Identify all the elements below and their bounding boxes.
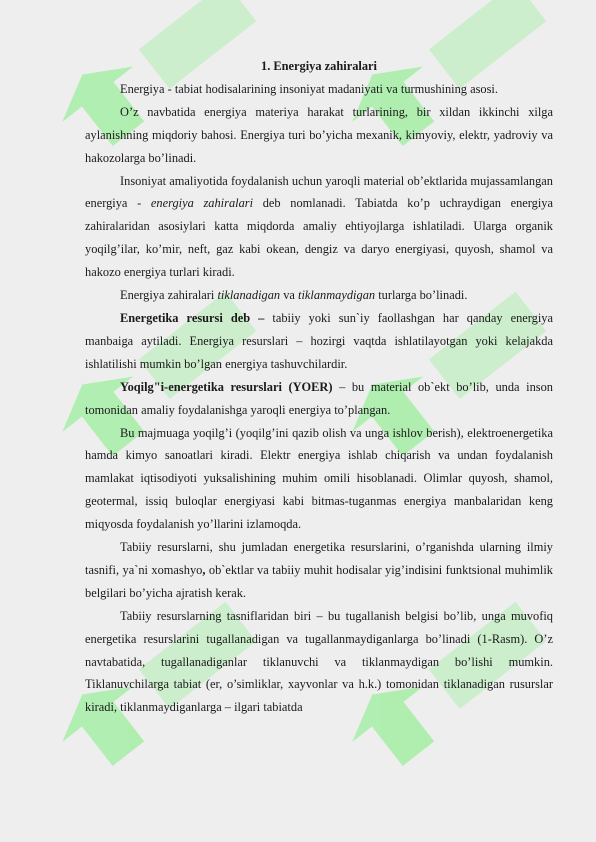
paragraph-4-run: Energiya zahiralari (120, 288, 218, 303)
paragraph-4-run: tiklanadigan (217, 288, 281, 303)
paragraph-8 (85, 536, 553, 605)
paragraph-7-run: Bu majmuaga yoqilg’i (yoqilg’ini qazib olish va unga ishlov berish), elektroenergetika hamda kimyo sanoatlari kiradi. Elektr energiya ishlab chiqarish va undan foydalanish mamlakat iqtisodiyoti yuksalishining muhim omili hisoblanadi. Olimlar quyosh, shamol, geotermal, issiq buloqlar energiyasi kabi bitmas-tuganmas energiya manbalaridan keng miqyosda foydalanish yo’llarini izlamoqda. (85, 425, 553, 532)
paragraph-7 (85, 422, 553, 537)
paragraph-8-run: , (202, 562, 206, 577)
paragraph-4-run: tiklanmaydigan (298, 288, 376, 303)
paragraph-2-run: O’z navbatida energiya materiya harakat turlarining, bir xildan ikkinchi xilga aylanishning miqdoriy bahosi. Energiya turi bo’yicha mexanik, kimyoviy, elektr, yadroviy va hakozolarga bo’linadi. (85, 104, 553, 165)
paragraph-4-run: va (280, 288, 298, 303)
paragraph-3-run: energiya zahiralari (150, 196, 254, 211)
paragraph-8-run: ob`ektlar va tabiiy muhit hodisalar yig’indisini funktsional muhimlik belgilari bo’yicha ajratish kerak. (85, 562, 553, 600)
paragraph-3-run: Insoniyat amaliyotida foydalanish uchun yaroqli material ob’ektlarida mujassamlangan energiya - (85, 173, 553, 211)
paragraph-4-run: turlarga bo’linadi. (375, 288, 468, 303)
document-page (85, 55, 553, 719)
paragraph-6-run: Yoqilg"i-energetika resurslari (YOER) (120, 379, 333, 394)
paragraph-8-run: Tabiiy resurslarni, shu jumladan energetika resurslarini, o’rganishda ularning ilmiy tasnifi, ya`ni xomashyo (85, 540, 553, 577)
page-title: 1. Energiya zahiralari (261, 59, 377, 73)
paragraph-1 (85, 78, 553, 101)
paragraph-4 (85, 284, 553, 307)
paragraph-5 (85, 307, 553, 376)
paragraph-6 (85, 376, 553, 422)
paragraph-2 (85, 101, 553, 170)
paragraph-5-run: Energetika resursi deb – (120, 310, 265, 325)
paragraph-3-run: deb nomlanadi. Tabiatda ko’p uchraydigan energiya zahiralaridan asosiylari katta miqdorda amaliy ehtiyojlarga ishlatiladi. Ularga organik yoqilg’ilar, ko’mir, neft, gaz kabi okean, dengiz va daryo energiyasi, quyosh, shamol va hakozo energiya turlari kiradi. (85, 196, 553, 280)
paragraph-1-run: Energiya - tabiat hodisalarining insoniyat madaniyati va turmushining asosi. (120, 81, 498, 96)
paragraph-9-run: Tabiiy resurslarning tasniflaridan biri – bu tugallanish belgisi bo’lib, unga muvofiq energetika resurslarini tugallanadigan va tugallanmaydiganlarga bo’linadi (1-Rasm). O’z navtabatida, tugallanadiganlar tiklanuvchi va tiklanmaydigan bo’lishi mumkin. Tiklanuvchilarga tabiat (er, o’simliklar, xayvonlar va h.k.) tomonidan tiklanadigan rusurslar kiradi, tiklanmaydiganlarga – ilgari tabiatda (85, 608, 553, 715)
paragraph-6-run: – bu material ob`ekt bo’lib, unda inson tomonidan amaliy foydalanishga yaroqli energiya to’plangan. (85, 379, 553, 417)
document-body (85, 78, 553, 719)
paragraph-3 (85, 170, 553, 285)
paragraph-5-run: tabiiy yoki sun`iy faollashgan har qanday energiya manbaiga aytiladi. Energiya resurslari – hozirgi vaqtda ishlatilayotgan yoki kelajakda ishlatilishi mumkin bo’lgan energiya tashuvchilardir. (85, 310, 553, 371)
paragraph-9 (85, 605, 553, 720)
